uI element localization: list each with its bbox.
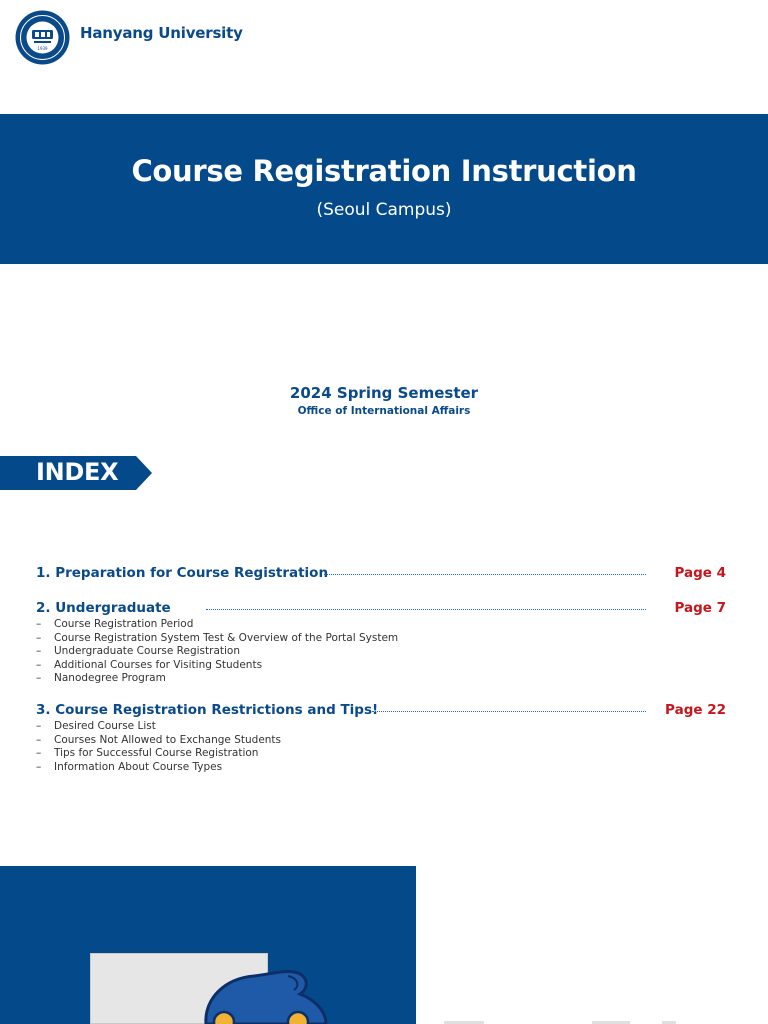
list-item: – Undergraduate Course Registration (36, 645, 240, 657)
dotted-leader (372, 711, 646, 712)
section-page-link[interactable]: Page 22 (665, 702, 726, 718)
section-heading-row (36, 565, 726, 583)
dash-bullet: – (36, 645, 42, 657)
list-item: – Tips for Successful Course Registration (36, 747, 259, 759)
section-title: 3. Course Registration Restrictions and Tips! (36, 702, 379, 718)
index-heading: INDEX (36, 458, 119, 486)
section-heading-row (36, 702, 726, 720)
dotted-leader (324, 574, 646, 575)
dash-bullet: – (36, 747, 42, 759)
list-item: – Desired Course List (36, 720, 156, 732)
section-items (36, 720, 726, 774)
section-items (36, 618, 726, 686)
dash-bullet: – (36, 760, 42, 773)
list-item: – Information About Course Types (36, 760, 223, 773)
page-header (0, 0, 768, 114)
index-section-1[interactable] (36, 565, 726, 583)
list-item: – Nanodegree Program (36, 672, 166, 684)
office-name: Office of International Affairs (297, 405, 471, 417)
university-seal-icon (15, 10, 70, 65)
section-page-link[interactable]: Page 4 (674, 565, 726, 581)
university-name: Hanyang University (80, 24, 243, 42)
section-title: 1. Preparation for Course Registration (36, 565, 329, 581)
document-title: Course Registration Instruction (131, 154, 637, 188)
dash-bullet: – (36, 618, 42, 630)
section-page-link[interactable]: Page 7 (674, 600, 726, 616)
dash-bullet: – (36, 658, 42, 671)
dash-bullet: – (36, 720, 42, 732)
semester-title: 2024 Spring Semester (289, 384, 479, 402)
list-item: – Courses Not Allowed to Exchange Students (36, 733, 282, 746)
dash-bullet: – (36, 631, 42, 644)
semester-block (0, 384, 768, 417)
section-title: 2. Undergraduate (36, 600, 171, 616)
seal-year: 1939 (37, 46, 48, 51)
section-heading-row (36, 600, 726, 618)
index-section-2[interactable] (36, 600, 726, 686)
dash-bullet: – (36, 733, 42, 746)
title-banner (0, 114, 768, 264)
dash-bullet: – (36, 672, 42, 684)
list-item: – Course Registration Period (36, 618, 194, 630)
list-item: – Course Registration System Test & Overview of the Portal System (36, 631, 399, 644)
lion-mascot-icon (176, 968, 336, 1024)
index-section-3[interactable] (36, 702, 726, 774)
dotted-leader (206, 609, 646, 610)
list-item: – Additional Courses for Visiting Students (36, 658, 263, 671)
campus-subtitle: (Seoul Campus) (316, 200, 452, 220)
